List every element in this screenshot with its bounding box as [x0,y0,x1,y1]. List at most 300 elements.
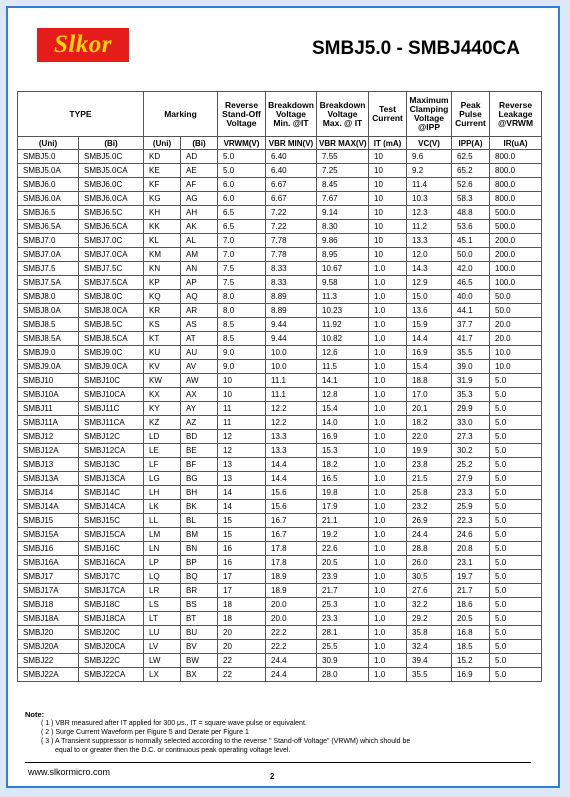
cell-marking-bi: AX [181,388,218,402]
cell-vrwm: 13 [218,472,266,486]
cell-vbr-min: 15.6 [266,486,317,500]
vrwm-header: Reverse Stand-Off Voltage [218,92,266,137]
table-row [18,346,542,360]
cell-type-uni: SMBJ9.0 [18,346,79,360]
cell-clamping-voltage: 21.5 [407,472,452,486]
cell-reverse-leakage: 5.0 [490,612,542,626]
cell-type-bi: SMBJ20C [79,626,144,640]
cell-marking-uni: LX [144,668,181,682]
cell-type-bi: SMBJ14C [79,486,144,500]
cell-type-uni: SMBJ5.0 [18,150,79,164]
cell-vbr-max: 14.0 [317,416,369,430]
cell-marking-uni: KL [144,234,181,248]
cell-vrwm: 11 [218,416,266,430]
cell-vbr-max: 21.1 [317,514,369,528]
cell-type-uni: SMBJ17 [18,570,79,584]
cell-reverse-leakage: 100.0 [490,262,542,276]
cell-marking-uni: LE [144,444,181,458]
cell-vrwm: 16 [218,542,266,556]
cell-vbr-min: 22.2 [266,640,317,654]
cell-type-uni: SMBJ17A [18,584,79,598]
footer-divider [25,762,531,763]
cell-reverse-leakage: 5.0 [490,472,542,486]
cell-test-current: 1.0 [369,528,407,542]
cell-test-current: 1.0 [369,304,407,318]
cell-vbr-min: 8.33 [266,262,317,276]
cell-clamping-voltage: 20.1 [407,402,452,416]
cell-vbr-min: 13.3 [266,430,317,444]
cell-test-current: 1.0 [369,430,407,444]
cell-clamping-voltage: 17.0 [407,388,452,402]
ir-unit: IR(uA) [490,137,542,150]
cell-marking-uni: KR [144,304,181,318]
cell-vrwm: 14 [218,486,266,500]
cell-test-current: 1.0 [369,290,407,304]
cell-peak-pulse-current: 23.3 [452,486,490,500]
cell-vbr-max: 15.3 [317,444,369,458]
cell-type-bi: SMBJ6.5CA [79,220,144,234]
cell-marking-bi: AY [181,402,218,416]
cell-type-uni: SMBJ22A [18,668,79,682]
cell-peak-pulse-current: 18.5 [452,640,490,654]
cell-reverse-leakage: 5.0 [490,514,542,528]
cell-clamping-voltage: 12.0 [407,248,452,262]
cell-type-bi: SMBJ16C [79,542,144,556]
cell-marking-bi: BX [181,668,218,682]
cell-marking-uni: KE [144,164,181,178]
cell-clamping-voltage: 10.3 [407,192,452,206]
cell-type-uni: SMBJ12 [18,430,79,444]
cell-vbr-max: 16.5 [317,472,369,486]
cell-clamping-voltage: 11.4 [407,178,452,192]
cell-test-current: 1.0 [369,514,407,528]
cell-clamping-voltage: 9.2 [407,164,452,178]
cell-marking-uni: KV [144,360,181,374]
cell-test-current: 1.0 [369,318,407,332]
cell-type-bi: SMBJ17C [79,570,144,584]
cell-reverse-leakage: 5.0 [490,374,542,388]
cell-type-bi: SMBJ10CA [79,388,144,402]
cell-test-current: 10 [369,206,407,220]
cell-marking-bi: AL [181,234,218,248]
table-row [18,654,542,668]
cell-clamping-voltage: 18.8 [407,374,452,388]
cell-marking-uni: LR [144,584,181,598]
vbr-max-header: Breakdown Voltage Max. @ IT [317,92,369,137]
cell-vbr-min: 12.2 [266,416,317,430]
cell-test-current: 1.0 [369,556,407,570]
cell-marking-bi: AZ [181,416,218,430]
cell-vbr-min: 17.8 [266,556,317,570]
cell-clamping-voltage: 14.3 [407,262,452,276]
cell-peak-pulse-current: 31.9 [452,374,490,388]
cell-test-current: 10 [369,220,407,234]
cell-vbr-max: 15.4 [317,402,369,416]
cell-vrwm: 8.5 [218,332,266,346]
cell-vbr-max: 14.1 [317,374,369,388]
cell-marking-bi: BS [181,598,218,612]
cell-vrwm: 6.0 [218,192,266,206]
cell-vbr-max: 11.92 [317,318,369,332]
cell-vbr-min: 10.0 [266,360,317,374]
cell-reverse-leakage: 200.0 [490,234,542,248]
cell-type-bi: SMBJ16CA [79,556,144,570]
table-row [18,262,542,276]
table-row [18,416,542,430]
cell-marking-bi: AT [181,332,218,346]
cell-clamping-voltage: 30.5 [407,570,452,584]
cell-marking-bi: BL [181,514,218,528]
cell-peak-pulse-current: 53.6 [452,220,490,234]
cell-peak-pulse-current: 42.0 [452,262,490,276]
cell-vbr-max: 30.9 [317,654,369,668]
cell-vbr-min: 9.44 [266,332,317,346]
cell-clamping-voltage: 13.3 [407,234,452,248]
cell-test-current: 1.0 [369,640,407,654]
cell-test-current: 10 [369,178,407,192]
cell-test-current: 1.0 [369,332,407,346]
table-row [18,444,542,458]
table-row [18,500,542,514]
cell-vrwm: 10 [218,374,266,388]
cell-vbr-min: 16.7 [266,514,317,528]
cell-vbr-min: 20.0 [266,598,317,612]
table-row [18,556,542,570]
cell-type-bi: SMBJ14CA [79,500,144,514]
cell-type-uni: SMBJ14A [18,500,79,514]
cell-type-bi: SMBJ10C [79,374,144,388]
cell-peak-pulse-current: 37.7 [452,318,490,332]
cell-peak-pulse-current: 46.5 [452,276,490,290]
cell-reverse-leakage: 5.0 [490,640,542,654]
cell-peak-pulse-current: 58.3 [452,192,490,206]
peak-pulse-current-header: Peak Pulse Current [452,92,490,137]
document-title: SMBJ5.0 - SMBJ440CA [311,38,520,59]
cell-peak-pulse-current: 65.2 [452,164,490,178]
cell-type-bi: SMBJ8.0CA [79,304,144,318]
cell-vbr-max: 9.86 [317,234,369,248]
cell-marking-uni: KD [144,150,181,164]
footer-website: www.slkormicro.com [28,767,111,777]
cell-test-current: 1.0 [369,500,407,514]
cell-vbr-min: 8.89 [266,290,317,304]
cell-vrwm: 5.0 [218,150,266,164]
cell-vrwm: 8.5 [218,318,266,332]
cell-reverse-leakage: 5.0 [490,458,542,472]
cell-marking-uni: LP [144,556,181,570]
cell-peak-pulse-current: 16.8 [452,626,490,640]
cell-vbr-max: 11.5 [317,360,369,374]
cell-marking-uni: LQ [144,570,181,584]
cell-type-bi: SMBJ7.5C [79,262,144,276]
cell-vbr-max: 21.7 [317,584,369,598]
cell-vbr-min: 8.33 [266,276,317,290]
cell-vbr-min: 17.8 [266,542,317,556]
cell-reverse-leakage: 5.0 [490,570,542,584]
cell-vbr-max: 10.82 [317,332,369,346]
cell-vbr-max: 8.45 [317,178,369,192]
cell-reverse-leakage: 100.0 [490,276,542,290]
cell-type-bi: SMBJ11C [79,402,144,416]
cell-peak-pulse-current: 29.9 [452,402,490,416]
cell-peak-pulse-current: 20.8 [452,542,490,556]
note-3-continued: equal to or greater then the D.C. or continuous peak operating voltage level. [55,747,291,754]
cell-test-current: 1.0 [369,444,407,458]
cell-marking-bi: BK [181,500,218,514]
cell-clamping-voltage: 15.0 [407,290,452,304]
cell-type-bi: SMBJ13C [79,458,144,472]
table-row [18,542,542,556]
cell-vrwm: 12 [218,444,266,458]
cell-vbr-max: 28.0 [317,668,369,682]
cell-type-uni: SMBJ16A [18,556,79,570]
cell-vbr-max: 25.5 [317,640,369,654]
table-row [18,374,542,388]
cell-marking-uni: LU [144,626,181,640]
cell-type-bi: SMBJ9.0C [79,346,144,360]
cell-reverse-leakage: 50.0 [490,290,542,304]
cell-reverse-leakage: 500.0 [490,220,542,234]
cell-vrwm: 5.0 [218,164,266,178]
cell-reverse-leakage: 20.0 [490,332,542,346]
cell-marking-uni: KK [144,220,181,234]
cell-marking-uni: LM [144,528,181,542]
cell-vbr-min: 15.6 [266,500,317,514]
cell-type-uni: SMBJ8.5 [18,318,79,332]
cell-clamping-voltage: 26.0 [407,556,452,570]
cell-type-uni: SMBJ9.0A [18,360,79,374]
cell-clamping-voltage: 39.4 [407,654,452,668]
cell-marking-uni: KM [144,248,181,262]
cell-type-bi: SMBJ6.0C [79,178,144,192]
cell-type-bi: SMBJ15CA [79,528,144,542]
cell-clamping-voltage: 9.6 [407,150,452,164]
cell-peak-pulse-current: 45.1 [452,234,490,248]
cell-clamping-voltage: 13.6 [407,304,452,318]
table-row [18,486,542,500]
ipp-unit: IPP(A) [452,137,490,150]
cell-vbr-min: 14.4 [266,472,317,486]
cell-test-current: 1.0 [369,598,407,612]
cell-clamping-voltage: 23.2 [407,500,452,514]
cell-vbr-max: 19.8 [317,486,369,500]
cell-peak-pulse-current: 33.0 [452,416,490,430]
cell-vbr-min: 6.40 [266,164,317,178]
cell-reverse-leakage: 10.0 [490,360,542,374]
cell-type-bi: SMBJ12CA [79,444,144,458]
cell-type-uni: SMBJ18A [18,612,79,626]
cell-marking-bi: AK [181,220,218,234]
cell-type-uni: SMBJ13A [18,472,79,486]
cell-vbr-max: 23.9 [317,570,369,584]
cell-test-current: 1.0 [369,654,407,668]
cell-reverse-leakage: 5.0 [490,528,542,542]
cell-test-current: 1.0 [369,388,407,402]
cell-vrwm: 8.0 [218,290,266,304]
cell-reverse-leakage: 5.0 [490,626,542,640]
cell-marking-uni: KN [144,262,181,276]
cell-marking-uni: KG [144,192,181,206]
it-unit: IT (mA) [369,137,407,150]
cell-vbr-min: 11.1 [266,374,317,388]
cell-vrwm: 20 [218,626,266,640]
cell-vbr-min: 10.0 [266,346,317,360]
cell-marking-bi: BV [181,640,218,654]
cell-type-bi: SMBJ18CA [79,612,144,626]
cell-vbr-min: 18.9 [266,584,317,598]
cell-type-uni: SMBJ6.0A [18,192,79,206]
table-row [18,640,542,654]
cell-marking-bi: AF [181,178,218,192]
cell-reverse-leakage: 5.0 [490,556,542,570]
cell-vrwm: 17 [218,584,266,598]
cell-vrwm: 15 [218,528,266,542]
cell-marking-uni: KT [144,332,181,346]
cell-reverse-leakage: 800.0 [490,164,542,178]
cell-vrwm: 22 [218,654,266,668]
cell-vbr-min: 6.40 [266,150,317,164]
cell-peak-pulse-current: 48.8 [452,206,490,220]
cell-peak-pulse-current: 24.6 [452,528,490,542]
cell-peak-pulse-current: 62.5 [452,150,490,164]
table-row [18,402,542,416]
cell-test-current: 10 [369,192,407,206]
cell-peak-pulse-current: 22.3 [452,514,490,528]
cell-vbr-min: 12.2 [266,402,317,416]
note-3: ( 3 ) A Transient suppressor is normally selected according to the reverse " Stand-off Voltage" (VRWM) which should be [41,738,411,745]
cell-type-uni: SMBJ10A [18,388,79,402]
cell-reverse-leakage: 5.0 [490,388,542,402]
cell-test-current: 10 [369,234,407,248]
cell-clamping-voltage: 23.8 [407,458,452,472]
cell-marking-bi: BE [181,444,218,458]
note-2: ( 2 ) Surge Current Waveform per Figure 5 and Derate per Figure 1 [41,729,249,736]
cell-clamping-voltage: 11.2 [407,220,452,234]
cell-vrwm: 7.5 [218,262,266,276]
cell-clamping-voltage: 28.8 [407,542,452,556]
cell-vbr-max: 18.2 [317,458,369,472]
table-row [18,206,542,220]
cell-marking-uni: KY [144,402,181,416]
cell-vbr-max: 23.3 [317,612,369,626]
table-row [18,668,542,682]
cell-clamping-voltage: 27.6 [407,584,452,598]
cell-peak-pulse-current: 25.2 [452,458,490,472]
vc-unit: VC(V) [407,137,452,150]
cell-test-current: 1.0 [369,262,407,276]
cell-type-bi: SMBJ8.0C [79,290,144,304]
cell-vbr-min: 14.4 [266,458,317,472]
cell-test-current: 10 [369,248,407,262]
cell-clamping-voltage: 26.9 [407,514,452,528]
reverse-leakage-header: Reverse Leakage @VRWM [490,92,542,137]
cell-vbr-max: 17.9 [317,500,369,514]
cell-clamping-voltage: 35.5 [407,668,452,682]
electrical-characteristics-table [17,91,542,682]
notes [25,710,525,755]
cell-vrwm: 18 [218,598,266,612]
cell-type-uni: SMBJ8.0 [18,290,79,304]
cell-vrwm: 22 [218,668,266,682]
cell-vrwm: 7.5 [218,276,266,290]
cell-vrwm: 16 [218,556,266,570]
cell-reverse-leakage: 800.0 [490,150,542,164]
cell-marking-uni: LF [144,458,181,472]
cell-marking-bi: AQ [181,290,218,304]
cell-test-current: 1.0 [369,612,407,626]
cell-type-bi: SMBJ9.0CA [79,360,144,374]
table-row [18,430,542,444]
cell-peak-pulse-current: 35.5 [452,346,490,360]
cell-peak-pulse-current: 52.6 [452,178,490,192]
cell-reverse-leakage: 10.0 [490,346,542,360]
cell-peak-pulse-current: 20.5 [452,612,490,626]
cell-vbr-max: 12.8 [317,388,369,402]
cell-vbr-min: 13.3 [266,444,317,458]
table-row [18,626,542,640]
cell-type-uni: SMBJ20 [18,626,79,640]
cell-marking-uni: LL [144,514,181,528]
cell-type-uni: SMBJ22 [18,654,79,668]
cell-type-uni: SMBJ15A [18,528,79,542]
mark-bi-header: (Bi) [181,137,218,150]
cell-reverse-leakage: 5.0 [490,486,542,500]
cell-test-current: 1.0 [369,668,407,682]
cell-vbr-max: 9.58 [317,276,369,290]
cell-marking-uni: KP [144,276,181,290]
cell-type-bi: SMBJ15C [79,514,144,528]
cell-vbr-min: 16.7 [266,528,317,542]
cell-type-uni: SMBJ7.0 [18,234,79,248]
cell-test-current: 1.0 [369,458,407,472]
cell-vbr-max: 10.67 [317,262,369,276]
cell-reverse-leakage: 5.0 [490,416,542,430]
mark-uni-header: (Uni) [144,137,181,150]
cell-type-uni: SMBJ16 [18,542,79,556]
cell-vbr-min: 20.0 [266,612,317,626]
cell-test-current: 10 [369,150,407,164]
cell-marking-uni: LN [144,542,181,556]
cell-reverse-leakage: 5.0 [490,598,542,612]
cell-vbr-min: 24.4 [266,668,317,682]
cell-marking-uni: KZ [144,416,181,430]
cell-marking-bi: BR [181,584,218,598]
table-row [18,318,542,332]
type-uni-header: (Uni) [18,137,79,150]
cell-type-bi: SMBJ6.5C [79,206,144,220]
cell-type-bi: SMBJ22C [79,654,144,668]
cell-type-bi: SMBJ5.0C [79,150,144,164]
cell-type-bi: SMBJ7.0CA [79,248,144,262]
cell-marking-bi: BN [181,542,218,556]
cell-marking-uni: KU [144,346,181,360]
cell-marking-bi: AG [181,192,218,206]
cell-vbr-max: 19.2 [317,528,369,542]
cell-clamping-voltage: 32.4 [407,640,452,654]
cell-clamping-voltage: 35.8 [407,626,452,640]
cell-peak-pulse-current: 16.9 [452,668,490,682]
cell-marking-uni: KW [144,374,181,388]
cell-marking-uni: LS [144,598,181,612]
cell-reverse-leakage: 5.0 [490,654,542,668]
cell-peak-pulse-current: 30.2 [452,444,490,458]
cell-marking-bi: AV [181,360,218,374]
cell-vbr-min: 7.78 [266,248,317,262]
cell-peak-pulse-current: 21.7 [452,584,490,598]
cell-test-current: 1.0 [369,486,407,500]
cell-test-current: 10 [369,164,407,178]
cell-vrwm: 14 [218,500,266,514]
